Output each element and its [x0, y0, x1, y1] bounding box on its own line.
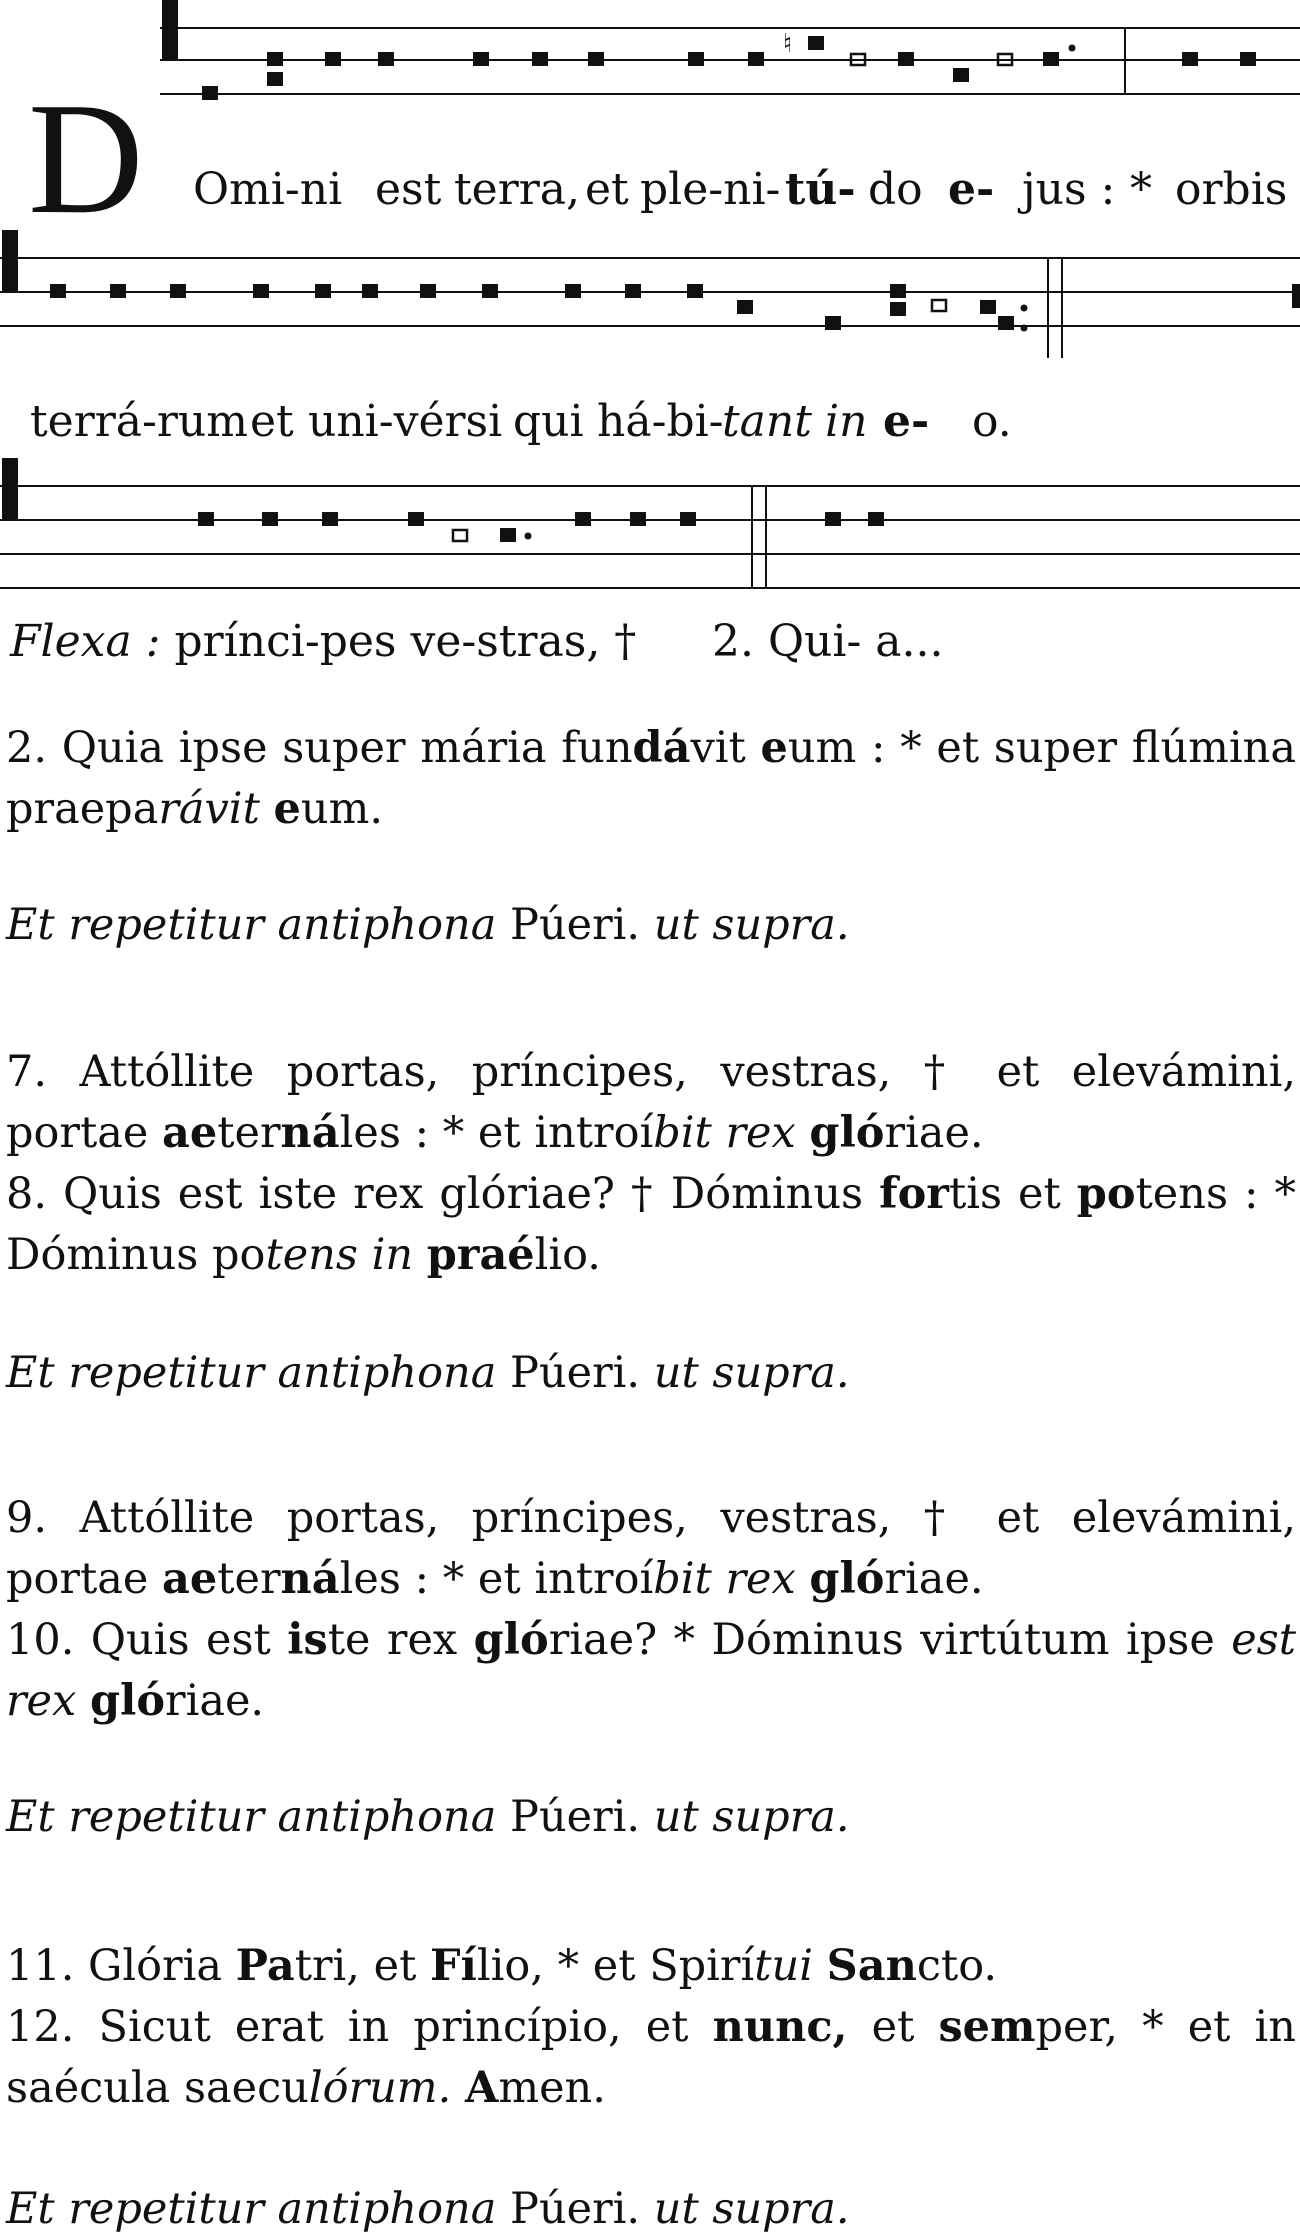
lyric-syllable: e- [948, 164, 995, 215]
verse-preparatory: rávit [158, 784, 274, 834]
verse-2 [6, 718, 1296, 840]
rubric-italic: Et repetitur antiphona [6, 2184, 497, 2234]
chant-staff-2 [0, 230, 1300, 370]
lyric-syllable: tú- [785, 164, 856, 215]
rubric-antiphon: Púeri. [510, 1348, 641, 1398]
c-clef-icon [2, 458, 18, 520]
lyric-syllable: jus : [1022, 164, 1116, 215]
svg-text:♮: ♮ [783, 29, 793, 59]
verse-7 [6, 1042, 1296, 1164]
verse-text: um. [300, 784, 384, 834]
lyric-syllable: * [1130, 164, 1152, 215]
chant-staff-3 [0, 458, 1300, 598]
verse-text: vit [690, 723, 761, 773]
lyric-syllable: uni-vérsi [308, 396, 503, 447]
verse-text: 11. Glória [6, 1941, 236, 1991]
rubric-repeat [6, 2184, 850, 2234]
verse-text: riae? * Dóminus virtútum ipse [548, 1615, 1232, 1665]
c-clef-icon [2, 230, 18, 292]
rubric-repeat [6, 1792, 850, 1842]
lyric-syllable: orbis [1175, 164, 1288, 215]
verse-text: tis et [948, 1169, 1077, 1219]
rubric-antiphon: Púeri. [510, 2184, 641, 2234]
lyric-syllable: est [375, 164, 442, 215]
verse-text: riae. [884, 1108, 984, 1158]
verse-accent: gló [809, 1108, 885, 1158]
rubric-italic: Et repetitur antiphona [6, 1348, 497, 1398]
verse-text: um : * et super flúmina praepa [6, 723, 1296, 834]
verse-text: 12. Sicut erat in princípio, et [6, 2002, 713, 2052]
verse-text: 10. Quis est [6, 1615, 288, 1665]
verse-8 [6, 1164, 1296, 1286]
verse-text: les : * et introí [339, 1554, 654, 1604]
flexa-text: prínci-pes ve-stras, † [174, 616, 637, 667]
rubric-repeat [6, 900, 850, 950]
verse-accent: ae [162, 1554, 218, 1604]
verse-accent: sem [938, 2002, 1036, 2052]
verse-text: et [847, 2002, 939, 2052]
rubric-italic: ut supra. [653, 900, 850, 950]
verse-11 [6, 1936, 1296, 1997]
verse-preparatory: bit rex [653, 1108, 810, 1158]
verse-accent: A [464, 2063, 499, 2113]
ending-text: 2. Qui- a... [712, 616, 944, 667]
verse-text: lio. [534, 1230, 601, 1280]
verse-accent: ae [162, 1108, 218, 1158]
verse-9 [6, 1488, 1296, 1610]
lyric-syllable: tant [722, 396, 812, 447]
verse-text: les : * et introí [339, 1108, 654, 1158]
lyric-syllable: et [250, 396, 294, 447]
neumes-staff-3 [198, 512, 884, 542]
verse-text: 8. Quis est iste rex glóriae? † Dóminus [6, 1169, 880, 1219]
verse-text: 2. Quia ipse super mária fun [6, 723, 633, 773]
rubric-italic: Et repetitur antiphona [6, 900, 497, 950]
verse-accent: praé [426, 1230, 535, 1280]
verse-accent: gló [89, 1676, 166, 1726]
verse-preparatory: lórum. [308, 2063, 465, 2113]
c-clef-icon [162, 0, 178, 60]
verse-preparatory: bit rex [653, 1554, 810, 1604]
rubric-repeat [6, 1348, 850, 1398]
lyric-syllable: ple-ni- [640, 164, 781, 215]
verse-preparatory: tui [754, 1941, 827, 1991]
verse-accent: is [287, 1615, 328, 1665]
verse-text: ter [217, 1554, 281, 1604]
verse-text: riae. [884, 1554, 984, 1604]
initial-capital: D [28, 69, 144, 247]
verse-accent: ná [280, 1554, 340, 1604]
verse-accent: Fí [430, 1941, 477, 1991]
rubric-antiphon: Púeri. [510, 900, 641, 950]
verse-preparatory: tens in [265, 1230, 427, 1280]
rubric-antiphon: Púeri. [510, 1792, 641, 1842]
verse-text: riae. [165, 1676, 265, 1726]
lyric-syllable: Omi-ni [193, 164, 343, 215]
verse-text: lio, * et Spirí [476, 1941, 755, 1991]
flexa-label: Flexa : [10, 616, 161, 667]
verse-accent: for [879, 1169, 949, 1219]
lyric-syllable: qui [513, 396, 584, 447]
verse-accent: gló [473, 1615, 549, 1665]
verse-accent: dá [632, 723, 691, 773]
verse-text: men. [498, 2063, 606, 2113]
rubric-italic: Et repetitur antiphona [6, 1792, 497, 1842]
lyric-syllable: do [868, 164, 923, 215]
verse-text: 7. Attóllite portas, príncipes, vestras, † et elevámini, portae [6, 1047, 1296, 1158]
lyric-syllable: et [585, 164, 629, 215]
lyric-syllable: in [825, 396, 868, 447]
lyric-syllable: terrá-rum [30, 396, 248, 447]
verse-preparatory: est rex [6, 1615, 1296, 1726]
rubric-italic: ut supra. [653, 1792, 850, 1842]
verse-text: per, * et in saécula saecu [6, 2002, 1296, 2113]
verse-text: te rex [327, 1615, 474, 1665]
verse-accent: San [826, 1941, 917, 1991]
rubric-italic: ut supra. [653, 2184, 850, 2234]
verse-accent: e [273, 784, 301, 834]
lyric-syllable: terra, [454, 164, 581, 215]
verse-text: cto. [916, 1941, 998, 1991]
verse-text: ter [217, 1108, 281, 1158]
verse-text: tri, et [294, 1941, 431, 1991]
lyric-syllable: e- [883, 396, 930, 447]
verse-accent: Pa [235, 1941, 295, 1991]
neumes-staff-1 [202, 36, 1256, 100]
verse-text: tens : * Dóminus po [6, 1169, 1296, 1280]
verse-accent: po [1076, 1169, 1136, 1219]
verse-text: 9. Attóllite portas, príncipes, vestras, † et elevámini, portae [6, 1493, 1296, 1604]
verse-12 [6, 1997, 1296, 2119]
verse-accent: gló [809, 1554, 885, 1604]
lyric-syllable: há-bi- [597, 396, 724, 447]
rubric-italic: ut supra. [653, 1348, 850, 1398]
verse-accent: ná [280, 1108, 340, 1158]
flexa-line [10, 616, 636, 667]
verse-accent: nunc, [712, 2002, 848, 2052]
verse-accent: e [760, 723, 788, 773]
verse-10 [6, 1610, 1296, 1732]
lyric-syllable: o. [972, 396, 1012, 447]
